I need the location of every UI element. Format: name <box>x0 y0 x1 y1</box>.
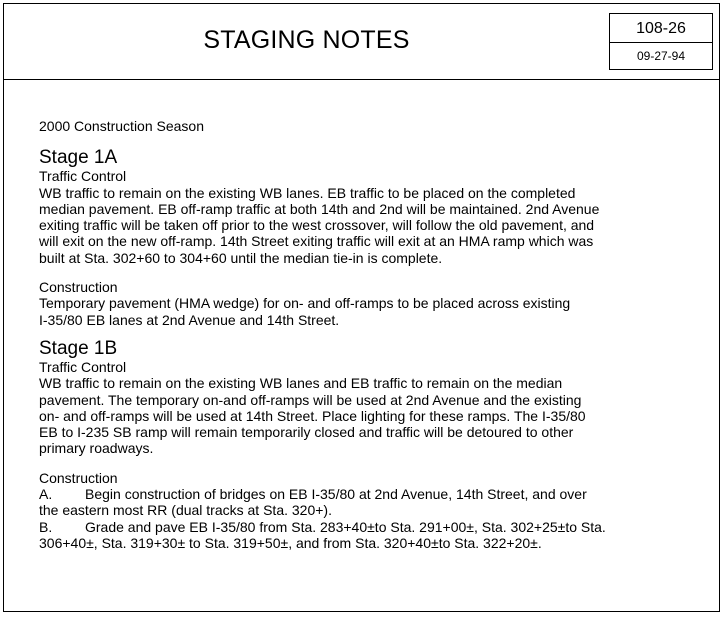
stage-1b-traffic-line: pavement. The temporary on-and off-ramps will be used at 2nd Avenue and the existing <box>39 391 582 408</box>
item-text-continued: 306+40±, Sta. 319+30± to Sta. 319+50±, and from Sta. 320+40±to Sta. 322+20±. <box>39 534 542 551</box>
stage-1a-construction-line: I-35/80 EB lanes at 2nd Avenue and 14th Street. <box>39 311 340 328</box>
construction-item-b <box>39 519 679 535</box>
title-block <box>4 4 719 80</box>
stage-1a-heading: Stage 1A <box>39 147 118 169</box>
item-text: Begin construction of bridges on EB I-35/80 at 2nd Avenue, 14th Street, and over <box>85 486 587 503</box>
stage-1a-traffic-line: built at Sta. 302+60 to 304+60 until the median tie-in is complete. <box>39 249 443 266</box>
stage-1a-traffic-line: median pavement. EB off-ramp traffic at both 14th and 2nd will be maintained. 2nd Avenue <box>39 200 600 217</box>
construction-item-a <box>39 486 679 502</box>
stage-1b-traffic-line: WB traffic to remain on the existing WB lanes and EB traffic to remain on the median <box>39 375 563 392</box>
plan-sheet <box>3 3 720 612</box>
stage-1b-heading: Stage 1B <box>39 337 118 359</box>
sheet-id-box <box>609 13 713 70</box>
stage-1a-construction-heading: Construction <box>39 279 118 296</box>
staging-notes-body <box>39 118 679 551</box>
item-text: Grade and pave EB I-35/80 from Sta. 283+40±to Sta. 291+00±, Sta. 302+25±to Sta. <box>85 518 606 535</box>
stage-1a-traffic-heading: Traffic Control <box>39 168 127 185</box>
stage-1b-traffic-line: EB to I-235 SB ramp will remain temporarily closed and traffic will be detoured to other <box>39 424 574 441</box>
stage-1a-traffic-line: will exit on the new off-ramp. 14th Street exiting traffic will exit at an HMA ramp which was <box>39 233 594 250</box>
stage-1a-traffic-line: exiting traffic will be taken off prior to the west crossover, will follow the old pavement, and <box>39 217 595 234</box>
stage-1b-construction-heading: Construction <box>39 469 118 486</box>
item-text-continued: the eastern most RR (dual tracks at Sta. 320+). <box>39 502 332 519</box>
stage-1a-construction-line: Temporary pavement (HMA wedge) for on- and off-ramps to be placed across existing <box>39 295 571 312</box>
stage-1b-traffic-heading: Traffic Control <box>39 358 127 375</box>
construction-season: 2000 Construction Season <box>39 118 204 134</box>
stage-1a-traffic-line: WB traffic to remain on the existing WB lanes. EB traffic to be placed on the completed <box>39 184 576 201</box>
page-title: STAGING NOTES <box>203 26 410 54</box>
sheet-number: 108-26 <box>610 14 712 43</box>
item-label: A. <box>39 486 53 503</box>
stage-1b-traffic-line: primary roadways. <box>39 440 154 457</box>
item-label: B. <box>39 518 53 535</box>
sheet-date: 09-27-94 <box>636 49 686 63</box>
stage-1b-traffic-line: on- and off-ramps will be used at 14th Street. Place lighting for these ramps. The I-35/80 <box>39 407 586 424</box>
